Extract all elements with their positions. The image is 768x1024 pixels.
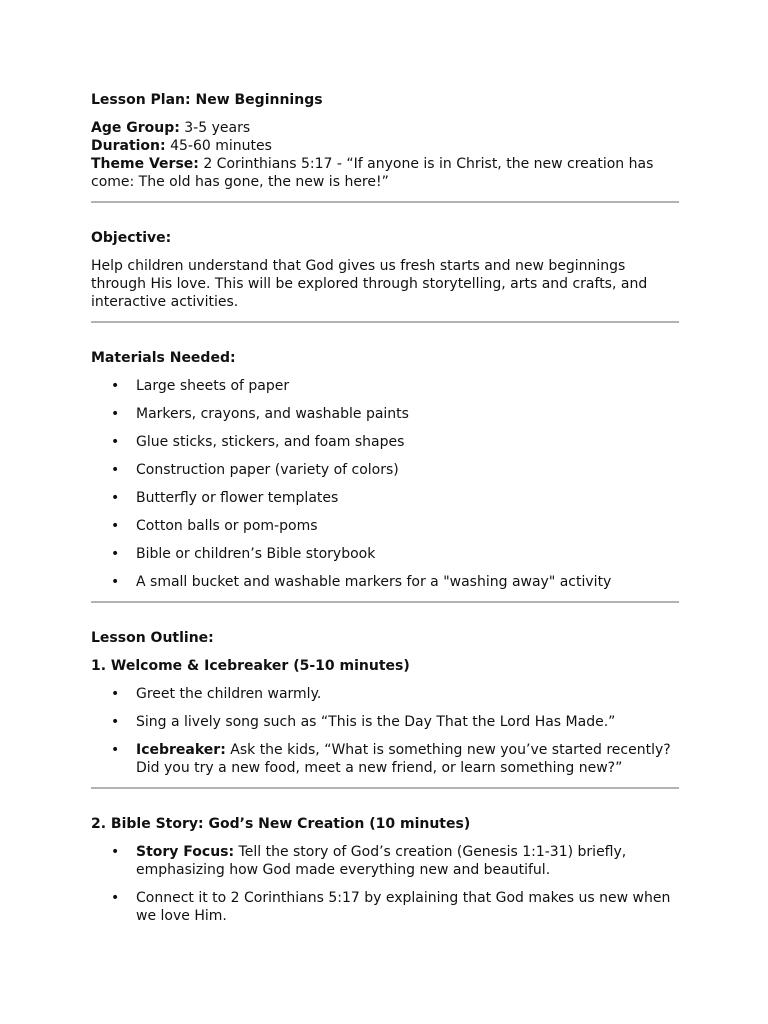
story-focus-label: Story Focus: — [136, 844, 235, 860]
list-item-text: Sing a lively song such as “This is the Day That the Lord Has Made.” — [136, 714, 616, 730]
bullet-icon: • — [111, 844, 120, 860]
list-item-text: Ask the kids, “What is something new you’ve started recently? Did you try a new food, meet a new friend, or learn something new?” — [136, 742, 671, 776]
duration-value: 45-60 minutes — [165, 138, 272, 154]
bullet-icon: • — [111, 890, 120, 906]
list-item — [91, 461, 679, 479]
theme-verse-label: Theme Verse: — [91, 156, 199, 172]
theme-verse-text-1: 2 Corinthians 5:17 - “If anyone is in Christ, the new creation has — [198, 156, 654, 172]
list-item — [91, 685, 679, 703]
list-item — [91, 713, 679, 731]
list-item-text: Butterfly or flower templates — [136, 490, 339, 506]
bible-story-list — [91, 843, 679, 925]
bullet-icon: • — [111, 462, 120, 478]
age-group-line — [91, 119, 679, 137]
divider — [91, 787, 679, 789]
divider — [91, 601, 679, 603]
divider — [91, 321, 679, 323]
icebreaker-label: Icebreaker: — [136, 742, 226, 758]
list-item-text: Greet the children warmly. — [136, 686, 322, 702]
divider — [91, 201, 679, 203]
bullet-icon: • — [111, 546, 120, 562]
bible-story-heading: 2. Bible Story: God’s New Creation (10 minutes) — [91, 816, 471, 832]
outline-heading: Lesson Outline: — [91, 630, 214, 646]
bullet-icon: • — [111, 574, 120, 590]
objective-text: Help children understand that God gives us fresh starts and new beginnings through His love. This will be explored through storytelling, arts and crafts, and interactive activities. — [91, 258, 648, 310]
bullet-icon: • — [111, 714, 120, 730]
bullet-icon: • — [111, 518, 120, 534]
welcome-heading: 1. Welcome & Icebreaker (5-10 minutes) — [91, 658, 410, 674]
duration-label: Duration: — [91, 138, 166, 154]
bullet-icon: • — [111, 686, 120, 702]
list-item — [91, 889, 679, 925]
list-item — [91, 741, 679, 777]
theme-verse-line — [91, 155, 679, 173]
age-group-value: 3-5 years — [179, 120, 251, 136]
list-item-text: A small bucket and washable markers for a "washing away" activity — [136, 574, 612, 590]
list-item — [91, 377, 679, 395]
page-title: Lesson Plan: New Beginnings — [91, 92, 323, 108]
bullet-icon: • — [111, 378, 120, 394]
list-item-text: Glue sticks, stickers, and foam shapes — [136, 434, 405, 450]
document-content — [91, 91, 679, 925]
duration-line — [91, 137, 679, 155]
list-item — [91, 843, 679, 879]
list-item — [91, 517, 679, 535]
list-item — [91, 545, 679, 563]
list-item-text: Cotton balls or pom-poms — [136, 518, 318, 534]
bullet-icon: • — [111, 490, 120, 506]
list-item-text: Markers, crayons, and washable paints — [136, 406, 409, 422]
bullet-icon: • — [111, 742, 120, 758]
list-item — [91, 405, 679, 423]
list-item-text: Connect it to 2 Corinthians 5:17 by explaining that God makes us new when we love Him. — [136, 890, 671, 924]
materials-list — [91, 377, 679, 591]
objective-heading: Objective: — [91, 230, 172, 246]
list-item-text: Large sheets of paper — [136, 378, 290, 394]
bullet-icon: • — [111, 434, 120, 450]
welcome-list — [91, 685, 679, 777]
bullet-icon: • — [111, 406, 120, 422]
list-item — [91, 489, 679, 507]
theme-verse-line-2: come: The old has gone, the new is here!” — [91, 174, 389, 190]
list-item-text: Bible or children’s Bible storybook — [136, 546, 376, 562]
materials-heading: Materials Needed: — [91, 350, 236, 366]
list-item — [91, 573, 679, 591]
list-item — [91, 433, 679, 451]
age-group-label: Age Group: — [91, 120, 180, 136]
list-item-text: Tell the story of God’s creation (Genesis 1:1-31) briefly, emphasizing how God made everything new and beautiful. — [136, 844, 627, 878]
list-item-text: Construction paper (variety of colors) — [136, 462, 399, 478]
